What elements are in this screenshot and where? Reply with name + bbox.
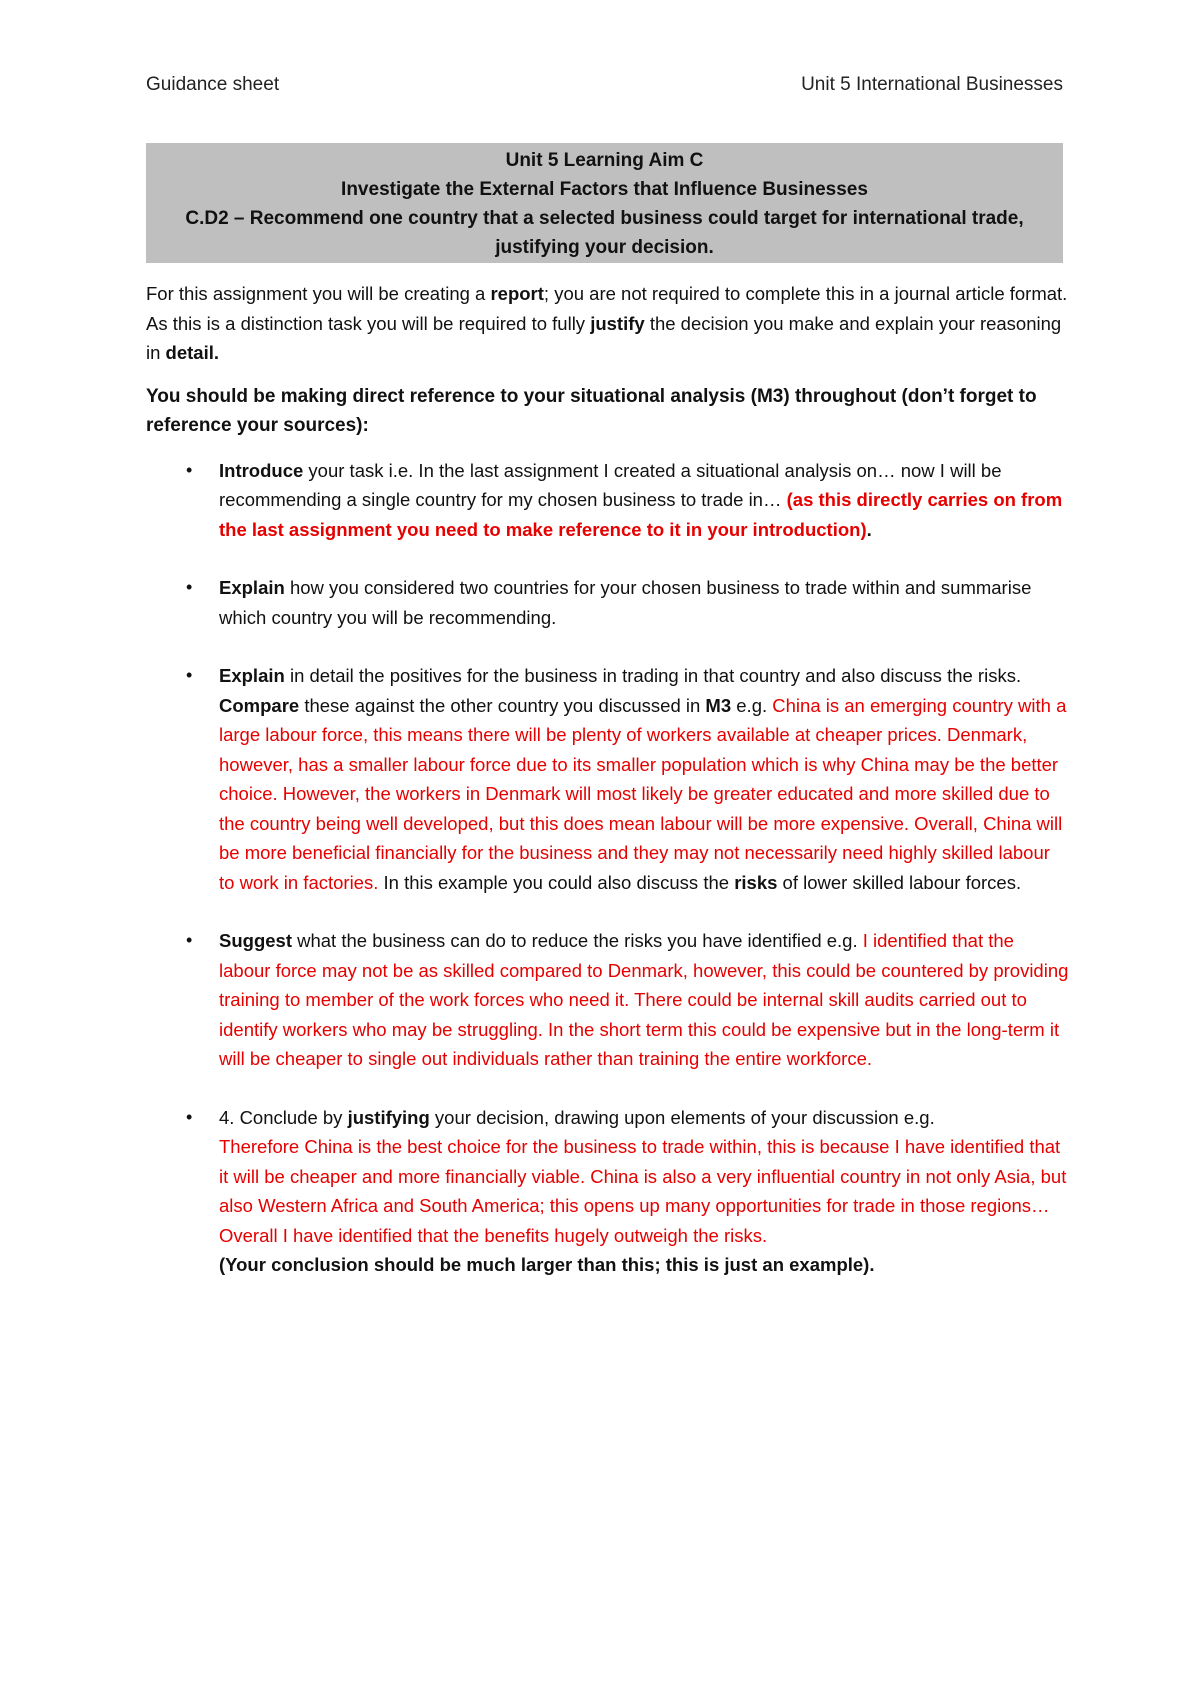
list-item-suggest xyxy=(146,926,1070,1074)
keyword: risks xyxy=(734,871,778,893)
red-example: China is an emerging country with a large labour force, this means there will be plenty of workers available at cheaper prices. Denmark, however, has a smaller labour force due to its smaller population which is why China may be the better choice. However, the workers in Denmark will most likely be greater educated and more skilled due to the country being well developed, but this does mean labour will be more expensive. Overall, China will be more beneficial financially for the business and they may not necessarily need highly skilled labour to work in factories. xyxy=(219,694,1067,893)
title-line-4: justifying your decision. xyxy=(495,237,714,258)
keyword: Explain xyxy=(219,665,285,686)
item-text: in detail the positives for the business in trading in that country and also discuss the risks. xyxy=(284,665,1022,686)
item-text: of lower skilled labour forces. xyxy=(777,871,1022,893)
item-text: your decision, drawing upon elements of your discussion e.g. xyxy=(429,1106,935,1128)
document-body xyxy=(146,279,1070,1309)
bullet-icon: • xyxy=(186,1106,193,1127)
bullet-icon: • xyxy=(186,577,193,597)
keyword: Compare xyxy=(219,694,300,716)
intro-text: the decision you make and explain your reasoning in xyxy=(146,312,1062,363)
header-right-text: Unit 5 International Businesses xyxy=(801,74,1063,95)
item-end: . xyxy=(866,518,872,540)
item-text: how you considered two countries for your chosen business to trade within and summarise which country you will be recommending. xyxy=(219,577,1032,628)
intro-keyword-detail: detail. xyxy=(165,342,220,363)
intro-keyword-report: report xyxy=(490,283,544,304)
red-example: Therefore China is the best choice for the business to trade within, this is because I have identified that it will be cheaper and more financially viable. China is also a very influential country in not only Asia, but also Western Africa and South America; this opens up many opportunities for trade in those regions… xyxy=(219,1136,1067,1216)
intro-keyword-justify: justify xyxy=(590,312,645,334)
bullet-icon: • xyxy=(186,459,193,480)
intro-text: ; you are not required to complete this in a journal article format. As this is a distinction task you will be required to fully xyxy=(146,283,1068,334)
lead-instruction: You should be making direct reference to your situational analysis (M3) throughout (don’t forget to reference your sources): xyxy=(146,385,1037,436)
intro-text: For this assignment you will be creating a xyxy=(146,283,491,304)
red-example: Overall I have identified that the benefits hugely outweigh the risks. xyxy=(219,1224,768,1246)
title-box xyxy=(146,143,1063,263)
intro-paragraph xyxy=(146,279,1070,368)
guidance-list xyxy=(146,456,1070,1280)
header-left-text: Guidance sheet xyxy=(146,74,280,95)
item-text: 4. Conclude by xyxy=(219,1106,348,1128)
conclusion-note: (Your conclusion should be much larger than this; this is just an example). xyxy=(219,1254,875,1275)
red-note: (as this directly carries on from the last assignment you need to make reference to it in your introduction) xyxy=(219,489,1063,540)
keyword: Explain xyxy=(219,577,285,598)
item-text: your task i.e. In the last assignment I created a situational analysis on… now I will be recommending a single country for my chosen business to trade in… xyxy=(219,459,1002,510)
list-item-explain-positives xyxy=(146,661,1070,897)
list-item-explain-countries xyxy=(146,573,1070,632)
red-example: I identified that the labour force may not be as skilled compared to Denmark, however, this could be countered by providing training to member of the work forces who need it. There could be internal skill audits carried out to identify workers who may be struggling. In the short term this could be expensive but in the long-term it will be cheaper to single out individuals rather than training the entire workforce. xyxy=(219,930,1069,1069)
bullet-icon: • xyxy=(186,930,193,950)
list-item-conclude xyxy=(146,1103,1070,1280)
item-text: In this example you could also discuss the xyxy=(378,871,735,893)
title-line-1: Unit 5 Learning Aim C xyxy=(505,150,704,171)
keyword: M3 xyxy=(705,694,732,716)
keyword: justifying xyxy=(347,1106,430,1128)
bullet-icon: • xyxy=(186,665,193,685)
title-line-3: C.D2 – Recommend one country that a selected business could target for international trade, xyxy=(185,208,1024,229)
item-text: these against the other country you discussed in xyxy=(299,694,706,716)
item-text: what the business can do to reduce the risks you have identified e.g. xyxy=(291,930,863,951)
keyword: Introduce xyxy=(219,459,304,481)
item-text: e.g. xyxy=(731,694,773,716)
title-line-2: Investigate the External Factors that Influence Businesses xyxy=(341,179,868,200)
list-item-introduce xyxy=(146,456,1070,545)
keyword: Suggest xyxy=(219,930,292,951)
